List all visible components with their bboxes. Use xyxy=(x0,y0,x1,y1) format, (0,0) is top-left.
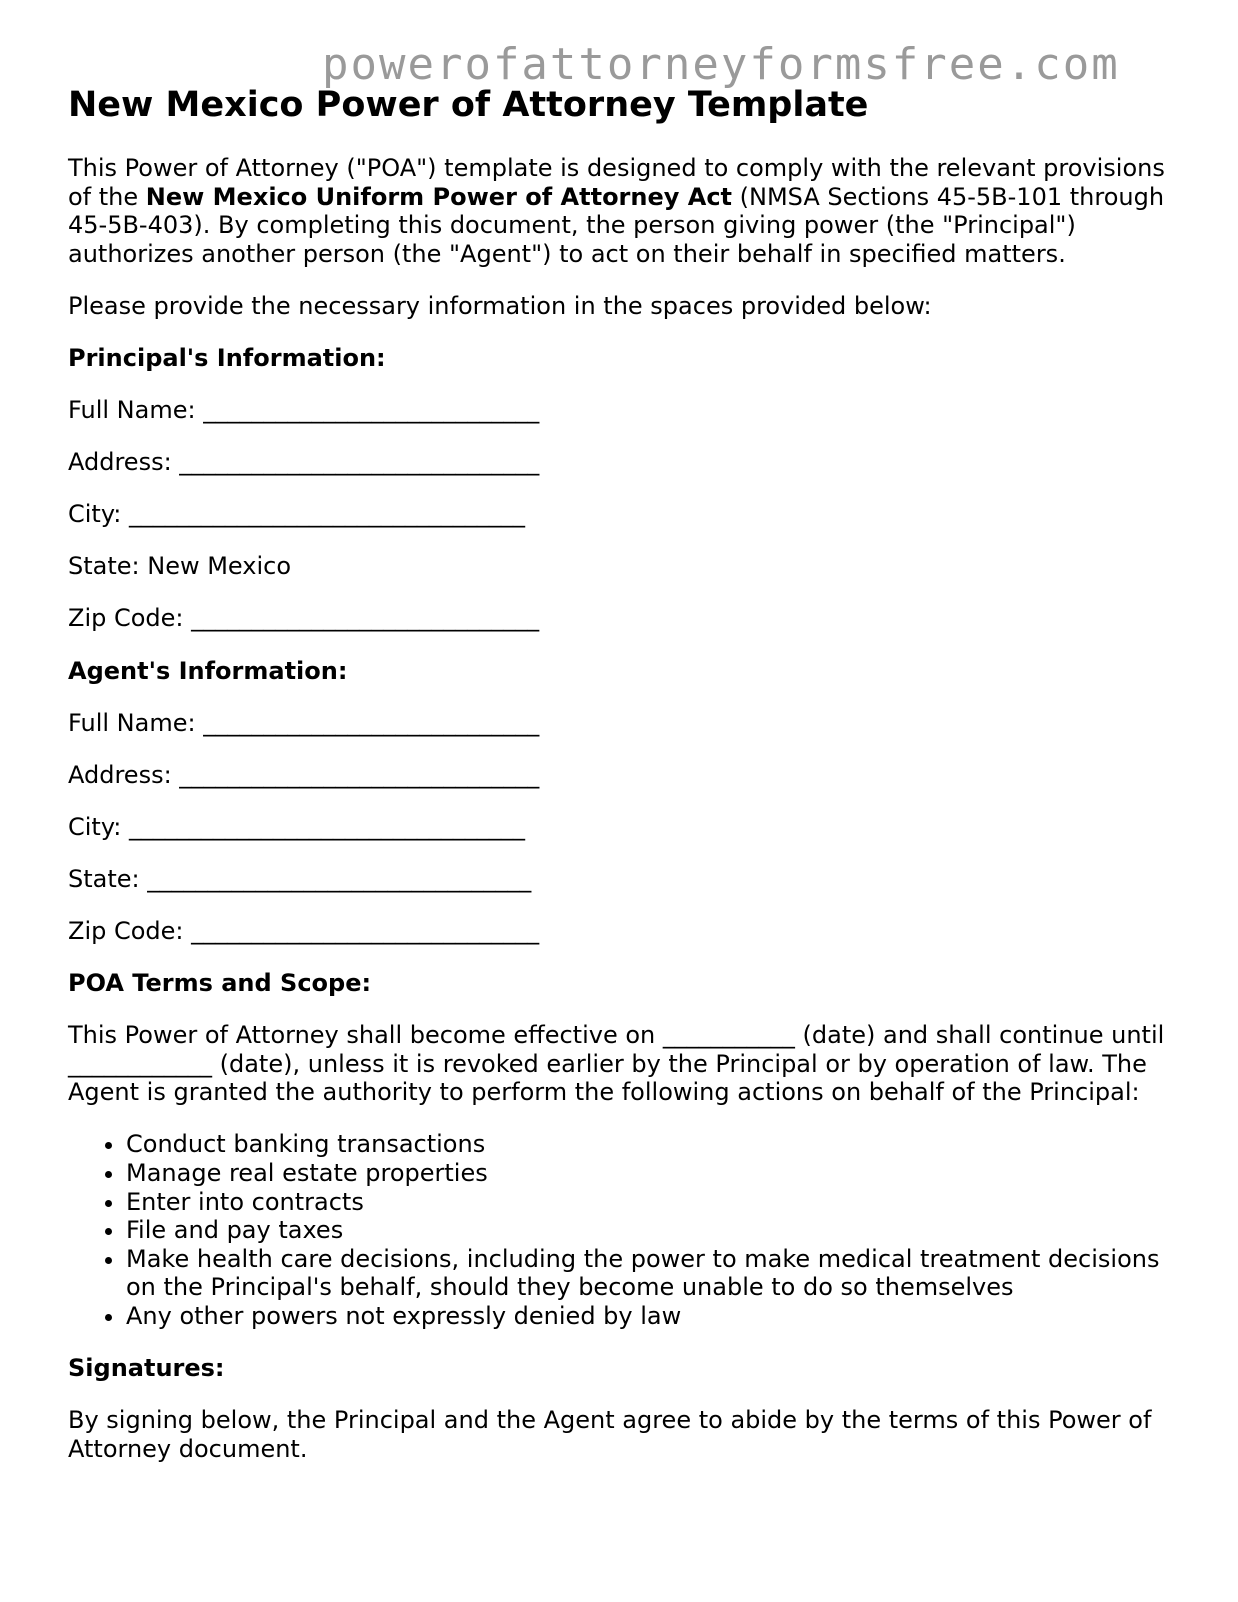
act-name: New Mexico Uniform Power of Attorney Act xyxy=(145,182,733,211)
document-body xyxy=(68,80,1178,1487)
agent-address-field[interactable]: Address: ______________________________ xyxy=(68,760,540,789)
agent-state-field[interactable]: State: ________________________________ xyxy=(68,864,532,893)
list-item: • Enter into contracts xyxy=(126,1188,1178,1217)
document-title: New Mexico Power of Attorney Template xyxy=(68,85,869,125)
agent-full-name-field[interactable]: Full Name: ____________________________ xyxy=(68,708,540,737)
signatures-heading: Signatures: xyxy=(68,1354,225,1383)
terms-heading: POA Terms and Scope: xyxy=(68,969,372,998)
list-item: • File and pay taxes xyxy=(126,1216,1178,1245)
principal-address-field[interactable]: Address: ______________________________ xyxy=(68,448,540,477)
list-item: • Manage real estate properties xyxy=(126,1159,1178,1188)
principal-heading: Principal's Information: xyxy=(68,343,386,372)
principal-zip-field[interactable]: Zip Code: _____________________________ xyxy=(68,604,540,633)
principal-full-name-field[interactable]: Full Name: ____________________________ xyxy=(68,396,540,425)
principal-state-field: State: New Mexico xyxy=(68,552,292,581)
intro-text-end: (NMSA Sections 45-5B-101 through 45-5B-403). By completing this document, the person giving power (the "Principal") authorizes another person (the "Agent") to act on their behalf in specified matters. xyxy=(68,182,1165,268)
principal-city-field[interactable]: City: _________________________________ xyxy=(68,500,526,529)
list-item: • Conduct banking transactions xyxy=(126,1130,1178,1159)
instruction-text: Please provide the necessary information in the spaces provided below: xyxy=(68,291,932,320)
agent-heading: Agent's Information: xyxy=(68,656,348,685)
signatures-paragraph: By signing below, the Principal and the Agent agree to abide by the terms of this Power of Attorney document. xyxy=(68,1406,1152,1463)
powers-list xyxy=(68,1130,1178,1330)
agent-city-field[interactable]: City: _________________________________ xyxy=(68,812,526,841)
intro-text-start: This Power of Attorney ("POA") template is designed to comply with the relevant provisions of the xyxy=(68,154,1165,211)
list-item: • Any other powers not expressly denied by law xyxy=(126,1302,1178,1331)
intro-paragraph xyxy=(68,154,1178,268)
list-item: • Make health care decisions, including the power to make medical treatment decisions on the Principal's behalf, should they become unable to do so themselves xyxy=(126,1245,1178,1302)
terms-paragraph: This Power of Attorney shall become effective on ___________ (date) and shall continue until ____________ (date), unless it is revoked earlier by the Principal or by operation of law. The Agent is granted the authority to perform the following actions on behalf of the Principal: xyxy=(68,1021,1165,1107)
watermark: powerofattorneyformsfree.com xyxy=(322,39,1120,90)
agent-zip-field[interactable]: Zip Code: _____________________________ xyxy=(68,917,540,945)
